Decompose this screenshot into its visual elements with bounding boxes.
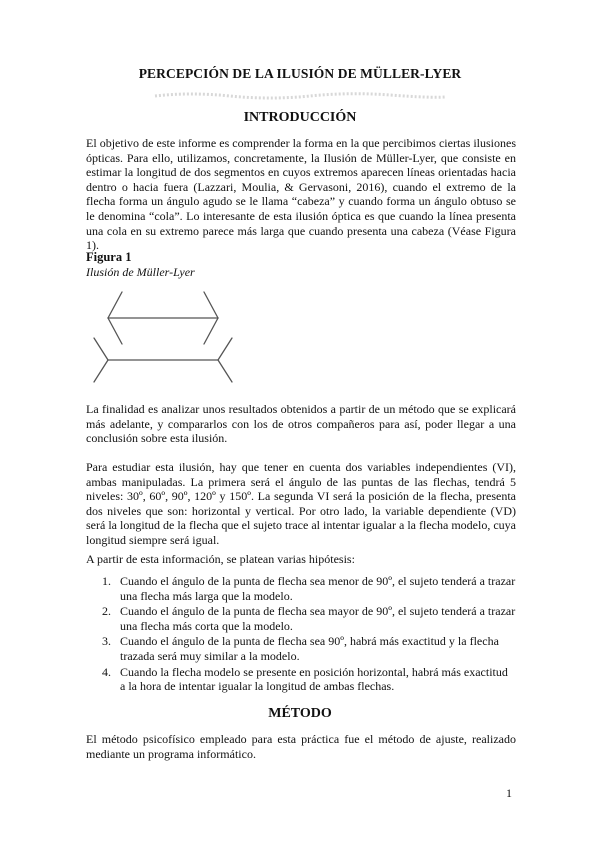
top-arrow-left-head-lower — [108, 318, 122, 344]
top-arrow-left-head-upper — [108, 292, 122, 318]
intro-paragraph-2: La finalidad es analizar unos resultados obtenidos a partir de un método que se explicará más adelante, y compararlos con los de otros compañeros para así, poder llegar a una conclusión sobre esta ilusión. — [86, 402, 516, 446]
method-paragraph: El método psicofísico empleado para esta práctica fue el método de ajuste, realizado mediante un programa informático. — [86, 732, 516, 761]
muller-lyer-figure — [88, 288, 248, 388]
hypothesis-text: Cuando el ángulo de la punta de flecha sea 90º, habrá más exactitud y la flecha trazada será muy similar a la modelo. — [120, 634, 499, 663]
top-arrow-right-head-lower — [204, 318, 218, 344]
method-heading: MÉTODO — [268, 706, 332, 721]
hypothesis-item — [86, 604, 516, 633]
intro-paragraph-3: Para estudiar esta ilusión, hay que tener en cuenta dos variables independientes (VI), ambas manipuladas. La primera será el ángulo de las puntas de las flechas, tendrá 5 niveles: 30º, 60º, 90º, 120º y 150º. La segunda VI será la posición de la flecha, presenta dos niveles que son: horizontal y vertical. Por otro lado, la variable dependiente (VD) será la longitud de la flecha que el sujeto trace al intentar igualar a la flecha modelo, cuya longitud siempre será igual. — [86, 460, 516, 547]
hypotheses-intro: A partir de esta información, se platean varias hipótesis: — [86, 552, 355, 566]
title-underline-smudge — [150, 90, 450, 102]
intro-heading: INTRODUCCIÓN — [243, 110, 357, 125]
bottom-arrow-right-tail-upper — [218, 338, 232, 360]
figure-label: Figura 1 — [86, 250, 132, 264]
page-number: 1 — [506, 786, 512, 800]
hypotheses-list — [86, 574, 516, 695]
bottom-arrow-right-tail-lower — [218, 360, 232, 382]
hypothesis-number: 2. — [102, 604, 111, 619]
hypothesis-text: Cuando el ángulo de la punta de flecha sea mayor de 90º, el sujeto tenderá a trazar una flecha más corta que la modelo. — [120, 604, 516, 633]
hypothesis-text: Cuando el ángulo de la punta de flecha sea menor de 90º, el sujeto tenderá a trazar una flecha más larga que la modelo. — [120, 574, 516, 603]
top-arrow-right-head-upper — [204, 292, 218, 318]
bottom-arrow-left-tail-lower — [94, 360, 108, 382]
hypothesis-item — [86, 665, 516, 694]
hypothesis-text: Cuando la flecha modelo se presente en posición horizontal, habrá más exactitud a la hora de intentar igualar la longitud de ambas flechas. — [120, 664, 508, 694]
figure-caption: Ilusión de Müller-Lyer — [86, 265, 195, 279]
document-title: PERCEPCIÓN DE LA ILUSIÓN DE MÜLLER-LYER — [138, 66, 462, 81]
bottom-arrow-left-tail-upper — [94, 338, 108, 360]
hypothesis-item — [86, 574, 516, 603]
hypothesis-number: 3. — [102, 634, 111, 649]
hypothesis-item — [86, 634, 516, 663]
intro-paragraph-1: El objetivo de este informe es comprender la forma en la que percibimos ciertas ilusiones ópticas. Para ello, utilizamos, concretamente, la Ilusión de Müller-Lyer, que consiste en estimar la longitud de dos segmentos en cuyos extremos aparecen líneas orientadas hacia dentro o hacia fuera (Lazzari, Moulia, & Gervasoni, 2016), cuando el extremo de la flecha forma un ángulo agudo se le llama “cabeza” y cuando forma un ángulo obtuso se le denomina “cola”. Lo interesante de esta ilusión óptica es que cuando la línea presenta una cola en su extremo parece más larga que cuando presenta una cabeza (Véase Figura 1). — [86, 136, 516, 253]
hypothesis-number: 4. — [102, 664, 111, 679]
hypothesis-number: 1. — [102, 574, 111, 588]
